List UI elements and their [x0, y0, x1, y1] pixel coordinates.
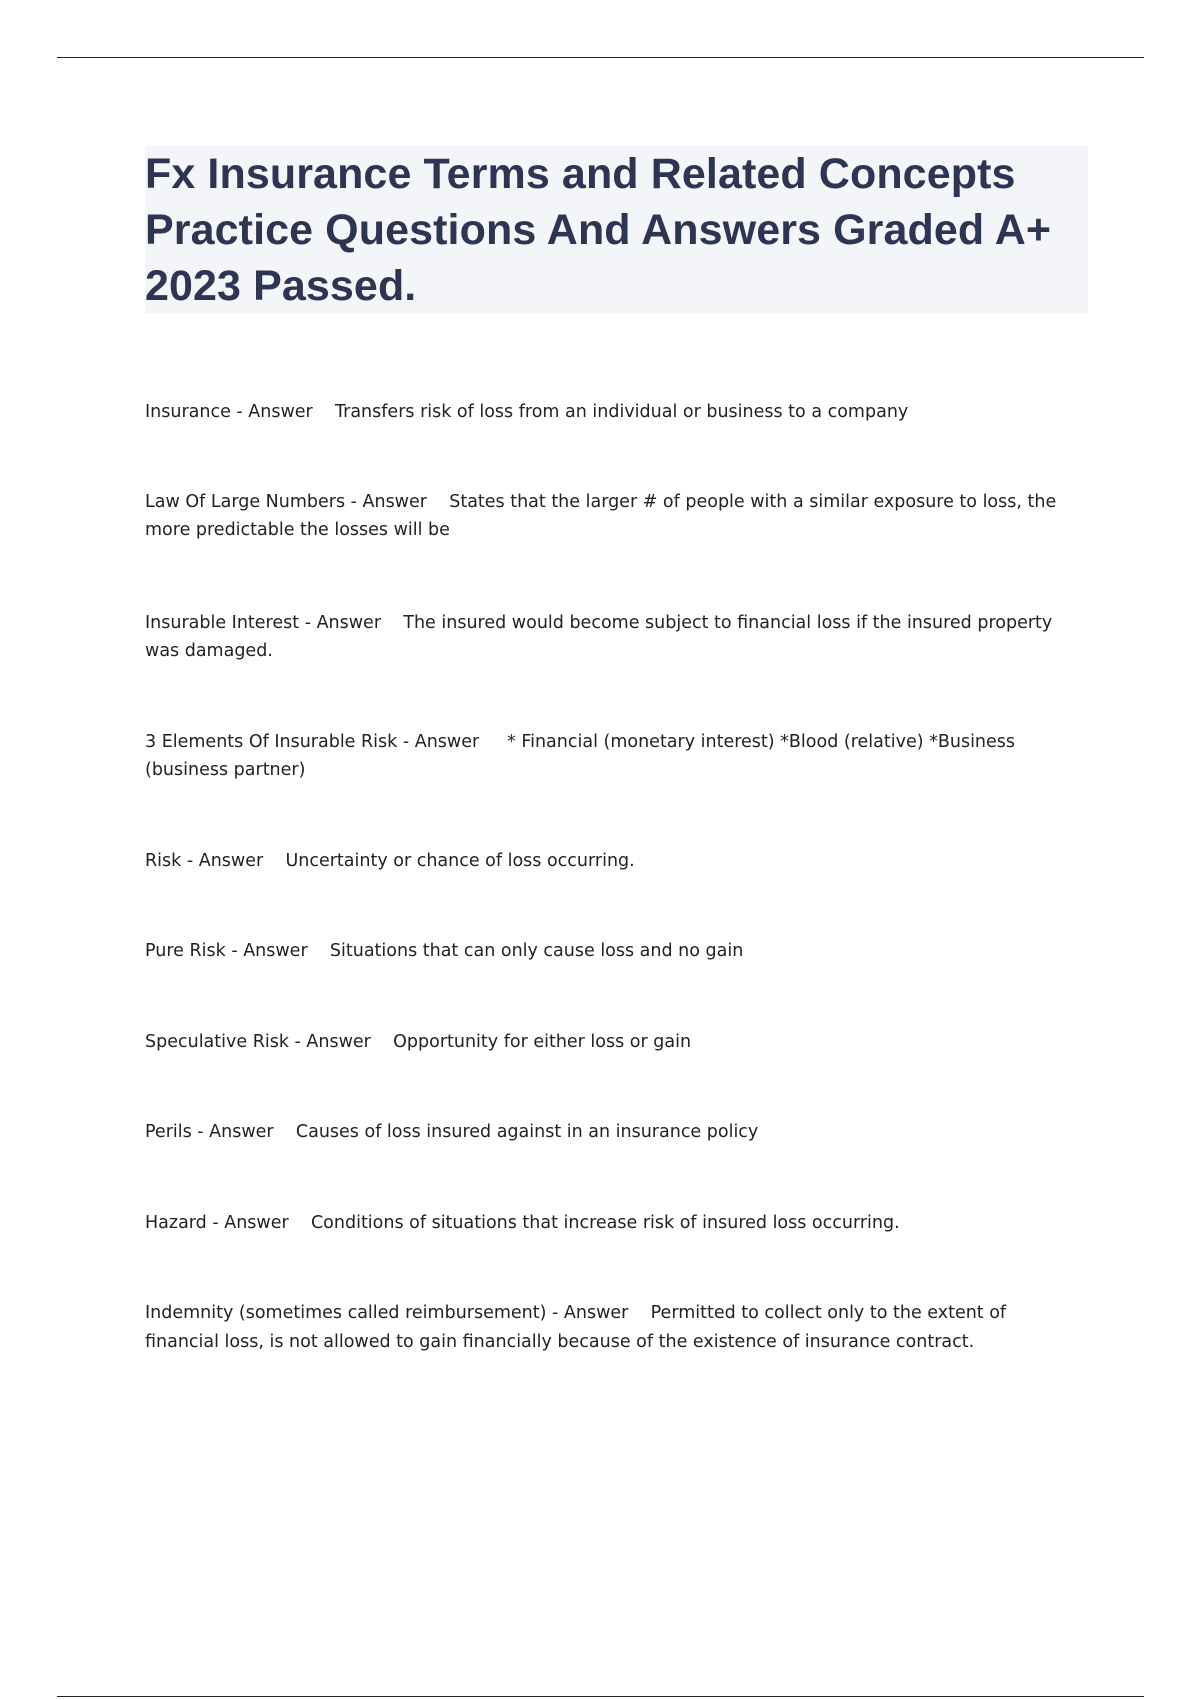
qa-term: Law Of Large Numbers: [145, 491, 346, 512]
qa-definition: The insured would become subject to financial loss if the insured property was damaged.: [145, 612, 1058, 661]
qa-answer-label: - Answer: [299, 612, 404, 633]
qa-item: [145, 609, 1085, 666]
qa-term: 3 Elements Of Insurable Risk: [145, 731, 398, 752]
qa-term: Risk: [145, 850, 182, 871]
qa-definition: Causes of loss insured against in an insurance policy: [295, 1122, 759, 1142]
qa-definition: Opportunity for either loss or gain: [393, 1031, 692, 1052]
qa-item: [145, 847, 1085, 876]
title-box: [145, 146, 1088, 313]
qa-answer-label: - Answer: [230, 402, 336, 422]
qa-definition: Situations that can only cause loss and no gain: [329, 941, 744, 961]
qa-term: Hazard: [145, 1212, 207, 1233]
qa-definition: States that the larger # of people with a similar exposure to loss, the more predictable the losses will be: [145, 491, 1062, 540]
top-divider: [57, 57, 1144, 58]
qa-answer-label: - Answer: [546, 1303, 651, 1323]
qa-item: [145, 937, 1085, 966]
qa-item: [145, 1028, 1085, 1057]
qa-term: Perils: [145, 1122, 192, 1142]
qa-term: Pure Risk: [145, 941, 226, 961]
qa-definition: Uncertainty or chance of loss occurring.: [285, 850, 635, 871]
qa-answer-label: - Answer: [191, 1122, 296, 1142]
qa-answer-label: - Answer: [397, 731, 502, 752]
qa-definition: Permitted to collect only to the extent of financial loss, is not allowed to gain financially because of the existence of insurance contract.: [145, 1303, 1012, 1352]
qa-answer-label: - Answer: [288, 1031, 394, 1052]
qa-term: Speculative Risk: [145, 1031, 289, 1052]
qa-term: Insurance: [145, 402, 231, 422]
qa-definition: Conditions of situations that increase risk of insured loss occurring.: [310, 1212, 900, 1233]
qa-definition: Transfers risk of loss from an individual or business to a company: [335, 402, 909, 422]
qa-term: Indemnity (sometimes called reimbursement): [145, 1303, 547, 1323]
qa-item: [145, 728, 1085, 785]
qa-answer-label: - Answer: [181, 850, 286, 871]
qa-answer-label: - Answer: [206, 1212, 311, 1233]
qa-item: [145, 1118, 1085, 1147]
qa-answer-label: - Answer: [345, 491, 450, 512]
bottom-divider: [57, 1696, 1144, 1697]
qa-list: [145, 398, 1085, 1356]
qa-definition: * Financial (monetary interest) *Blood (relative) *Business (business partner): [145, 731, 1021, 780]
document-title: Fx Insurance Terms and Related Concepts Practice Questions And Answers Graded A+ 2023 Passed.: [145, 150, 1052, 310]
qa-term: Insurable Interest: [145, 612, 300, 633]
qa-item: [145, 488, 1085, 545]
qa-item: [145, 398, 1085, 427]
qa-item: [145, 1299, 1085, 1356]
qa-answer-label: - Answer: [225, 941, 330, 961]
qa-item: [145, 1209, 1085, 1238]
